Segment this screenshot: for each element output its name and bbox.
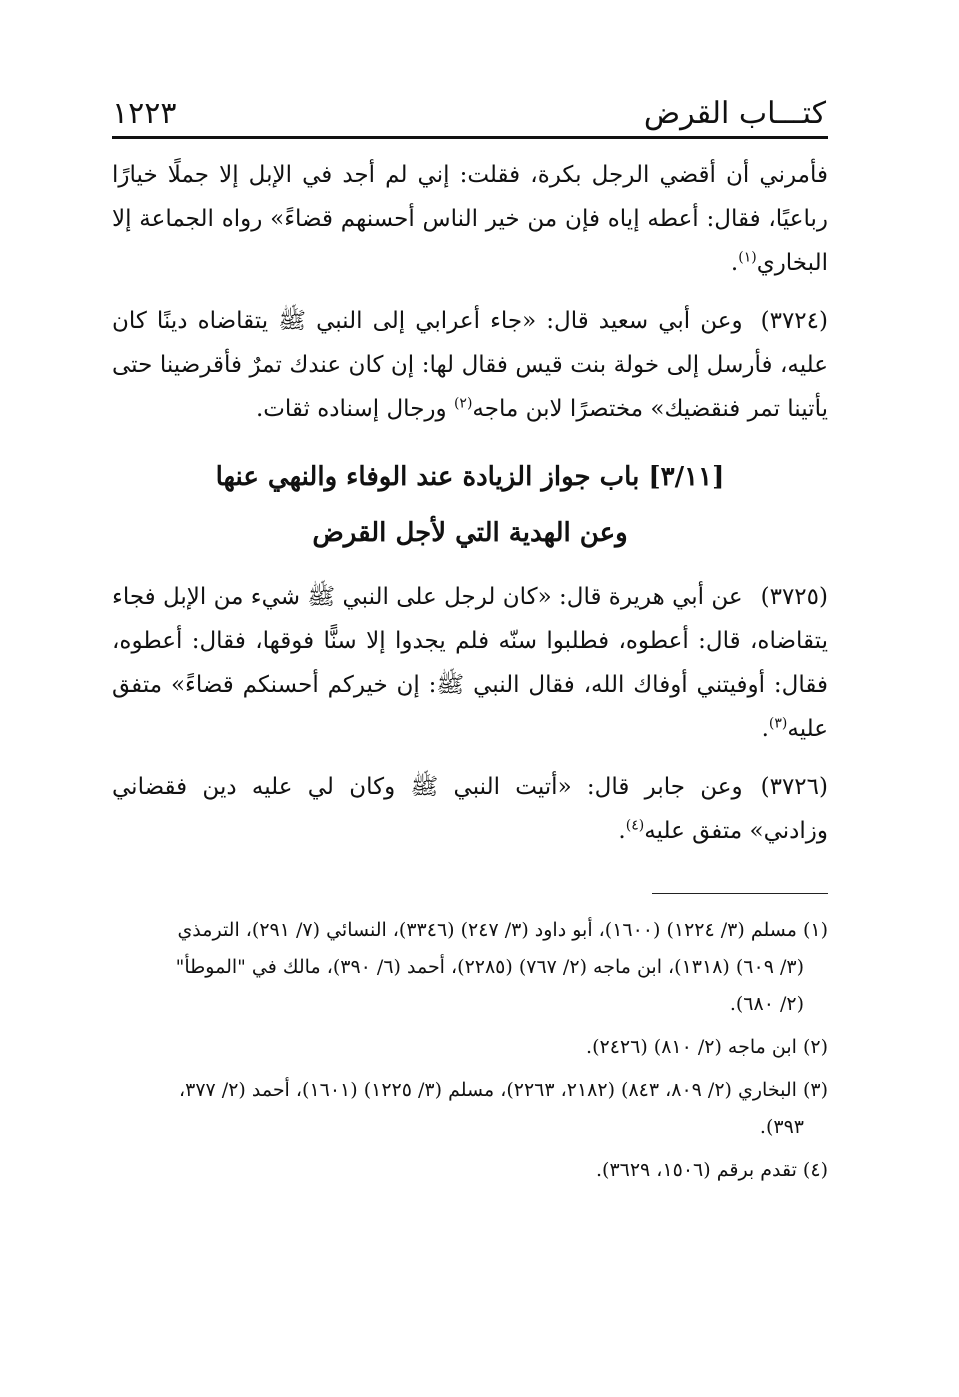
main-text [112,153,828,853]
footnote-1 [112,912,828,1023]
hadith-3724 [112,299,828,431]
paragraph-end: . [618,818,626,844]
hadith-number: (٣٧٢٦) [760,774,828,800]
page-header [112,88,828,136]
paragraph-end: ورجال إسناده ثقات. [255,396,454,422]
book-title: كتـــاب القرض [643,96,826,131]
footnote-ref[interactable]: (١) [738,249,757,266]
footnote-line: (٤) تقدم برقم (١٥٠٦، ٣٦٢٩). [595,1159,828,1181]
footnote-divider [652,893,828,894]
footnote-ref[interactable]: (٤) [625,817,645,834]
footnote-3 [112,1072,828,1146]
paragraph-end: . [761,716,769,742]
page-number: ١٢٢٣ [112,96,177,131]
footnote-ref[interactable]: (٣) [768,715,788,732]
footnote-line: ٣٩٣). [759,1116,804,1138]
chapter-heading-line1: [٣/١١] باب جواز الزيادة عند الوفاء والنهي عنها [215,462,725,492]
page [112,88,828,1195]
paragraph-text: وعن جابر قال: «أتيت النبي ﷺ وكان لي عليه دين فقضاني وزادني» متفق عليه [112,774,828,844]
paragraph-text: وعن أبي سعيد قال: «جاء أعرابي إلى النبي ﷺ يتقاضاه دينًا كان عليه، فأرسل إلى خولة بنت قيس فقال لها: إن كان عندك تمرٌ فأقرضينا حتى يأتينا تمر فنقضيك» مختصرًا لابن ماجه [112,308,828,422]
footnote-line: (١) مسلم (٣/ ١٢٢٤) (١٦٠٠)، أبو داود (٣/ ٢٤٧) (٣٣٤٦)، النسائي (٧/ ٢٩١)، الترمذي [177,919,828,941]
paragraph-text: عن أبي هريرة قال: «كان لرجل على النبي ﷺ شيء من الإبل فجاء يتقاضاه، قال: أعطوه، فطلبوا سنّه فلم يجدوا إلا سنًّا فوقها، فقال: أعطوه، فقال: أوفيتني أوفاك الله، فقال النبي ﷺ: إن خيركم أحسنكم قضاءً» متفق عليه [112,584,828,742]
hadith-number: (٣٧٢٤) [760,308,828,334]
chapter-heading [112,449,828,561]
header-rule [112,136,828,139]
footnote-2 [112,1029,828,1066]
paragraph-continuation [112,153,828,285]
footnote-line: (٣) البخاري (٢/ ٨٠٩، ٨٤٣) (٢١٨٢، ٢٢٦٣)، مسلم (٣/ ١٢٢٥) (١٦٠١)، أحمد (٢/ ٣٧٧، [178,1079,828,1101]
footnote-line: (٣/ ٦٠٩) (١٣١٨)، ابن ماجه (٢/ ٧٦٧) (٢٢٨٥)، أحمد (٦/ ٣٩٠)، مالك في "الموطأ" [175,956,804,978]
footnote-line: (٢) ابن ماجه (٢/ ٨١٠) (٢٤٢٦). [586,1036,828,1058]
paragraph-text: فأمرني أن أقضي الرجل بكرة، فقلت: إني لم أجد في الإبل إلا جملًا خيارًا رباعيًا، فقال: أعطه إياه فإن من خير الناس أحسنهم قضاءً» رواه الجماعة إلا البخاري [112,162,828,276]
footnote-ref[interactable]: (٢) [453,395,473,412]
hadith-3725 [112,575,828,751]
chapter-heading-line2: وعن الهدية التي لأجل القرض [312,518,628,548]
hadith-3726 [112,765,828,853]
hadith-number: (٣٧٢٥) [760,584,828,610]
footnote-4 [112,1152,828,1189]
footnote-line: (٢/ ٦٨٠). [729,993,804,1015]
footnotes [112,912,828,1189]
paragraph-end: . [730,250,739,276]
